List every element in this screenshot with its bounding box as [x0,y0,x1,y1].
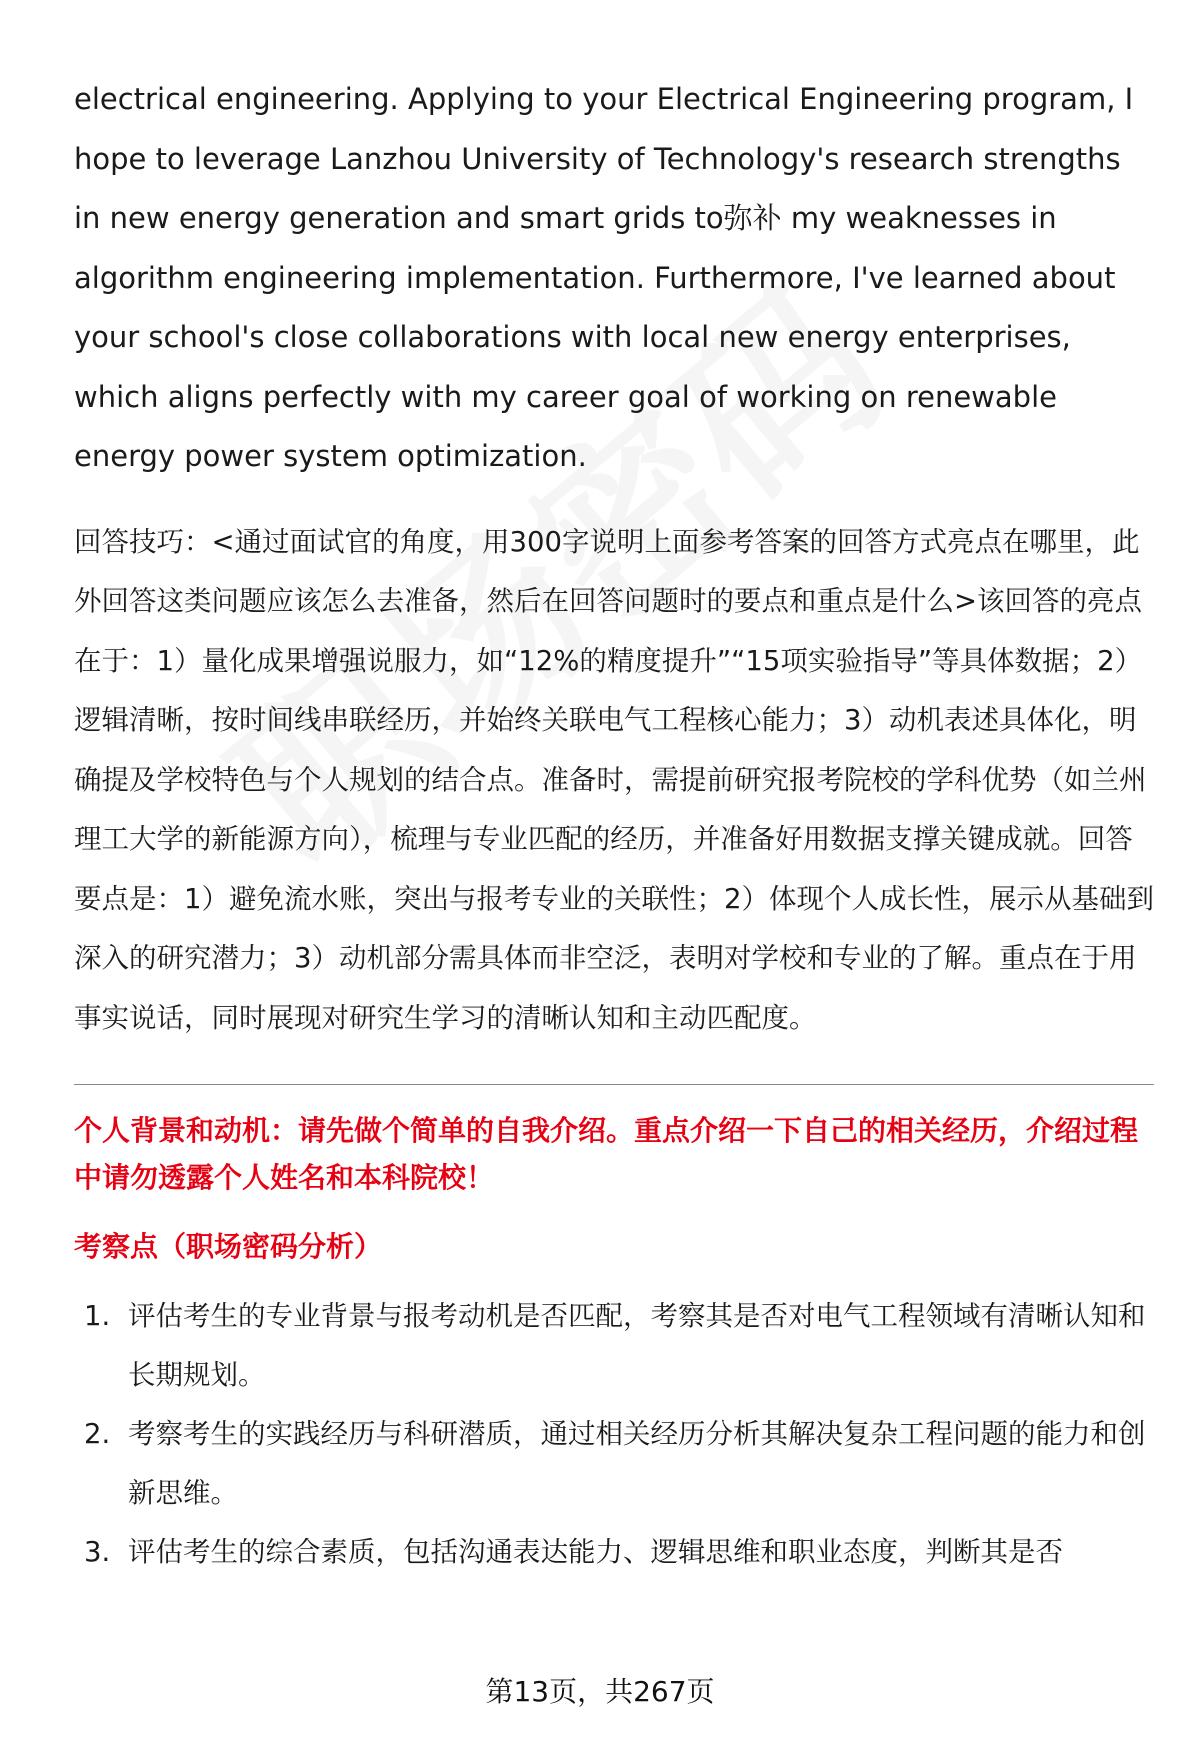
section-title: 考察点（职场密码分析） [74,1230,383,1263]
answer-tips-body: 该回答的亮点在于：1）量化成果增强说服力，如“12%的精度提升”“15项实验指导”等具体数据；2）逻辑清晰，按时间线串联经历，并始终关联电气工程核心能力；3）动机表述具体化，明确提及学校特色与个人规划的结合点。准备时，需提前研究报考院校的学科优势（如兰州理工大学的新能源方向），梳理与专业匹配的经历，并准备好用数据支撑关键成就。回答要点是：1）避免流水账，突出与报考专业的关联性；2）体现个人成长性，展示从基础到深入的研究潜力；3）动机部分需具体而非空泛，表明对学校和专业的了解。重点在于用事实说话，同时展现对研究生学习的清晰认知和主动匹配度。 [74,585,1154,1034]
list-item [74,1405,1154,1523]
english-answer-paragraph: electrical engineering. Applying to your Electrical Engineering program, I hope to leverage Lanzhou University of Technology's research strengths in new energy generation and smart grids to弥补 my weaknesses in algorithm engineering implementation. Furthermore, I've learned about your school's close collaborations with local new energy enterprises, which aligns perfectly with my career goal of working on renewable energy power system optimization. [74,82,1134,473]
list-item-text: 评估考生的综合素质，包括沟通表达能力、逻辑思维和职业态度，判断其是否 [128,1536,1063,1568]
list-item [74,1287,1154,1405]
list-item-number: 2. [84,1418,111,1450]
list-item [74,1523,1154,1582]
list-item-number: 1. [84,1300,111,1332]
list-item-text: 考察考生的实践经历与科研潜质，通过相关经历分析其解决复杂工程问题的能力和创新思维。 [128,1418,1146,1509]
document-page [74,70,1154,1582]
list-item-number: 3. [84,1536,111,1568]
assessment-points-list [74,1287,1154,1582]
section-divider [74,1084,1154,1085]
page-number-footer: 第13页，共267页 [485,1675,715,1708]
list-item-text: 评估考生的专业背景与报考动机是否匹配，考察其是否对电气工程领域有清晰认知和长期规划。 [128,1300,1146,1391]
interview-question: 个人背景和动机：请先做个简单的自我介绍。重点介绍一下自己的相关经历，介绍过程中请勿透露个人姓名和本科院校！ [74,1114,1139,1194]
answer-tips-block [74,513,1154,1049]
answer-tips-prompt: 回答技巧：<通过面试官的角度，用300字说明上面参考答案的回答方式亮点在哪里，此外回答这类问题应该怎么去准备，然后在回答问题时的要点和重点是什么> [74,525,1140,617]
